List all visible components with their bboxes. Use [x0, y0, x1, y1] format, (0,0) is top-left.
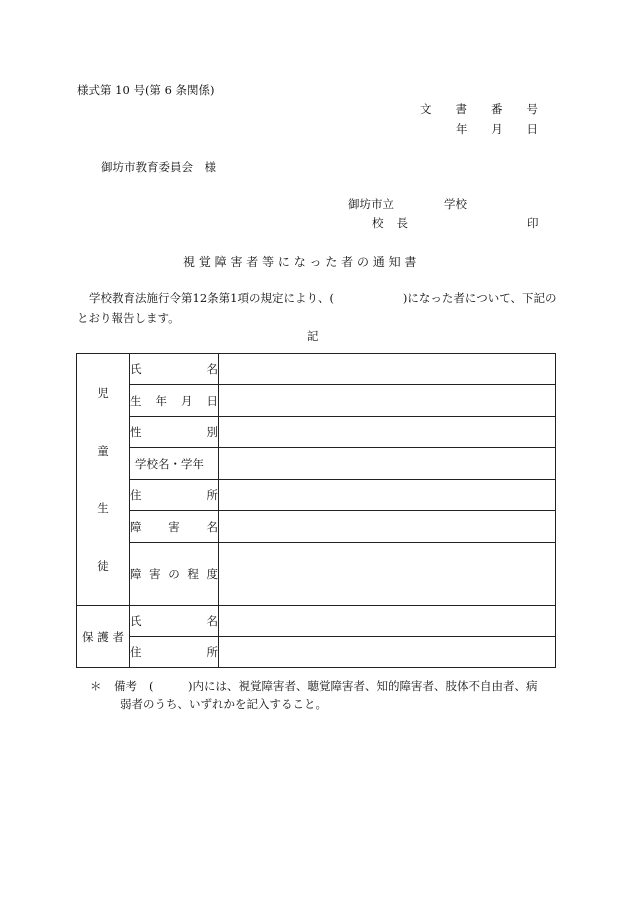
document-number-label: [420, 104, 538, 116]
ki-label: 記: [307, 329, 319, 343]
body-text-line2: とおり報告します。: [77, 311, 180, 325]
doc-number-char: 書: [455, 102, 467, 116]
group-char: 児: [97, 386, 109, 401]
table-row: [77, 480, 556, 511]
seal-mark: 印: [527, 216, 539, 230]
table-row: [77, 354, 556, 385]
label-disability-degree: 障 害 の 程 度: [130, 543, 219, 606]
guardian-group-label: 保 護 者: [77, 606, 130, 668]
date-label: [456, 124, 538, 136]
input-birthdate[interactable]: [219, 385, 556, 417]
note-line2: 弱者のうち、いずれかを記入すること。: [120, 697, 327, 711]
input-disability-degree[interactable]: [219, 543, 556, 606]
input-student-address[interactable]: [219, 480, 556, 511]
report-table: [76, 353, 556, 668]
school-suffix: 学校: [444, 197, 467, 211]
note-mark: ＊: [90, 679, 102, 693]
input-sex[interactable]: [219, 417, 556, 448]
principal-char: 長: [396, 216, 408, 230]
input-guardian-name[interactable]: [219, 606, 556, 637]
label-guardian-address: 住 所: [130, 637, 219, 668]
doc-number-char: 番: [491, 102, 503, 116]
table-row: [77, 448, 556, 480]
recipient: 御坊市教育委員会 様: [101, 160, 216, 174]
body-text-line1: 学校教育法施行令第12条第1項の規定により、( )になった者について、下記の: [89, 291, 557, 305]
date-year: 年: [456, 122, 468, 136]
date-day: 日: [526, 122, 538, 136]
label-guardian-name: 氏 名: [130, 606, 219, 637]
input-guardian-address[interactable]: [219, 637, 556, 668]
table-row: [77, 606, 556, 637]
principal-char: 校: [372, 216, 384, 230]
label-birthdate: 生 年 月 日: [130, 385, 219, 417]
school-prefix: 御坊市立: [348, 197, 394, 211]
principal-title: [372, 218, 408, 230]
label-school-grade: 学校名・学年: [130, 448, 219, 480]
note-label: 備考: [114, 679, 137, 693]
table-row: [77, 385, 556, 417]
input-disability-name[interactable]: [219, 511, 556, 543]
input-student-name[interactable]: [219, 354, 556, 385]
group-char: 生: [97, 501, 109, 516]
doc-number-char: 文: [420, 102, 432, 116]
table-row: [77, 637, 556, 668]
table-row: [77, 543, 556, 606]
group-char: 童: [97, 443, 109, 458]
group-char: 徒: [97, 558, 109, 573]
label-disability-name: 障 害 名: [130, 511, 219, 543]
input-school-grade[interactable]: [219, 448, 556, 480]
doc-number-char: 号: [526, 102, 538, 116]
table-row: [77, 417, 556, 448]
note-line1: ( )内には、視覚障害者、聴覚障害者、知的障害者、肢体不自由者、病: [149, 679, 538, 693]
label-name: 氏 名: [130, 354, 219, 385]
table-row: [77, 511, 556, 543]
date-month: 月: [491, 122, 503, 136]
document-title: 視 覚 障 害 者 等 に な っ た 者 の 通 知 書: [183, 255, 417, 269]
label-sex: 性 別: [130, 417, 219, 448]
label-address: 住 所: [130, 480, 219, 511]
student-group-label: [77, 354, 130, 606]
form-number: 様式第 10 号(第 6 条関係): [77, 83, 215, 97]
